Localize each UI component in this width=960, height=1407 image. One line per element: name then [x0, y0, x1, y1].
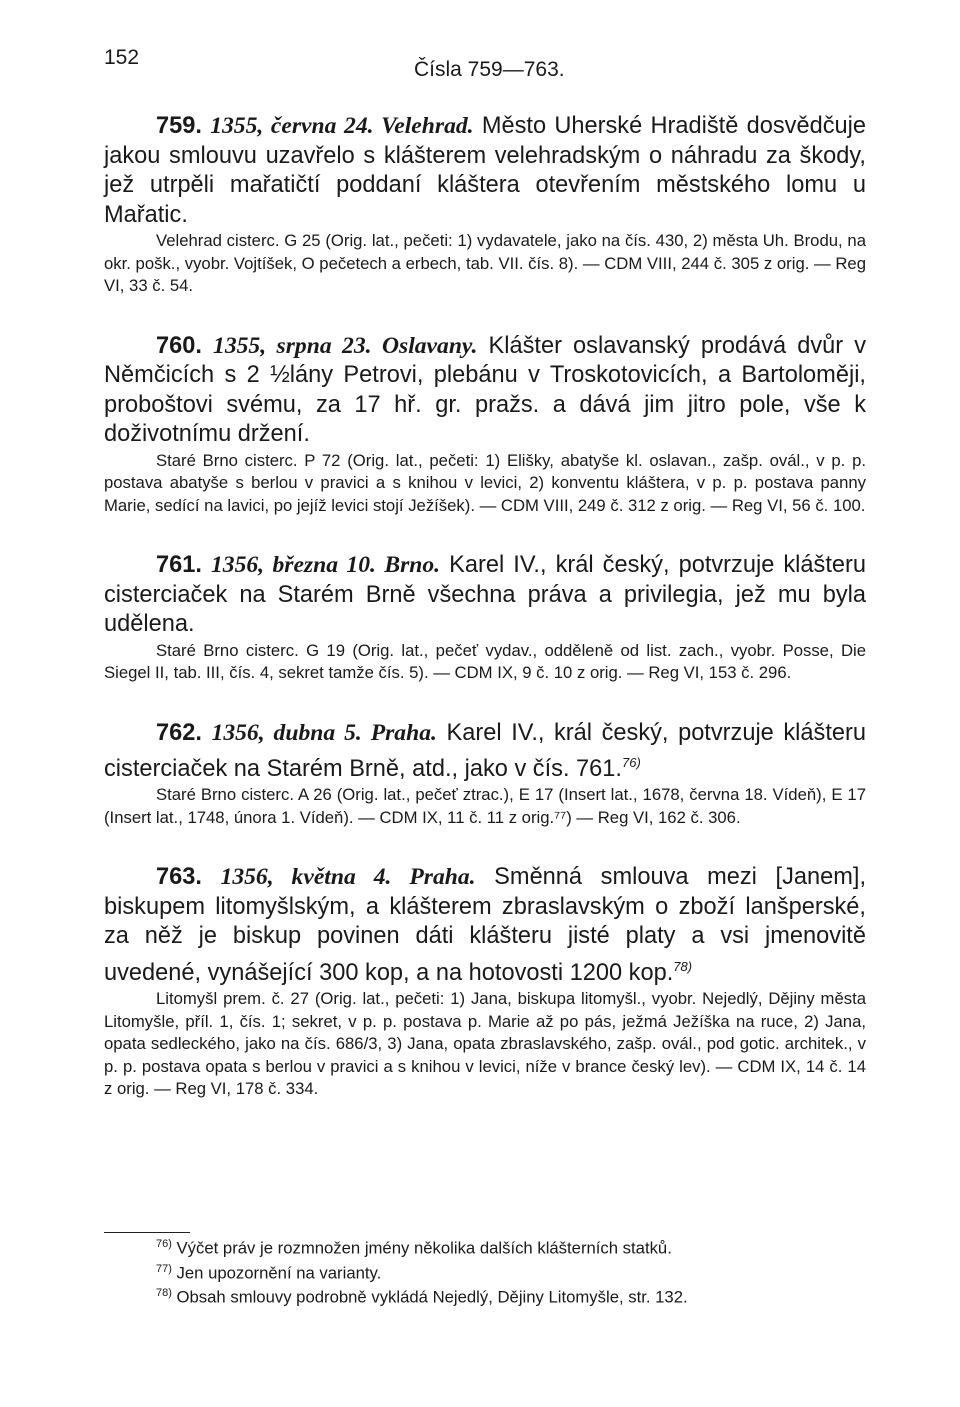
footnote-separator: [104, 1232, 190, 1233]
footnote-reference: 76): [621, 755, 641, 770]
entry-summary: Směnná smlouva mezi [Janem], biskupem litomyšlským, a klášterem zbraslavským o zboží lanšperské, za něž je biskup povinen dáti klášteru jisté platy a vsi jmenovitě uvedené, vynášející 300 kop, a na hotovosti 1200 kop.: [104, 864, 866, 986]
footnote-text: Výčet práv je rozmnožen jmény několika dalších klášterních statků.: [176, 1238, 672, 1258]
entry-date-place: 1356, dubna 5. Praha.: [211, 719, 437, 746]
entry-760: [104, 332, 866, 518]
footnote-mark: 78): [156, 1287, 172, 1300]
entry-source-note: [104, 988, 866, 1101]
entry-summary: Klášter oslavanský prodává dvůr v Němčicích s 2 ½lány Petrovi, plebánu v Troskotovicích, a Bartoloměji, proboštovi svému, za 17 hř. gr. pražs. a dává jim jitro pole, vše k doživotnímu držení.: [104, 332, 866, 447]
entry-date-place: 1355, června 24. Velehrad.: [210, 113, 474, 139]
entry-summary: Karel IV., král český, potvrzuje klášteru cisterciaček na Starém Brně, atd., jako v čís. 761.: [104, 719, 866, 782]
entry-date-place: 1355, srpna 23. Oslavany.: [213, 332, 478, 359]
entry-note-text: Staré Brno cisterc. A 26 (Orig. lat., pečeť ztrac.), E 17 (Insert lat., 1678, června 18. Vídeň), E 17 (Insert lat., 1748, února 1. Vídeň). — CDM IX, 11 č. 11 z orig.⁷⁷) — Reg VI, 162 č. 306.: [104, 785, 866, 827]
entry-main-text: [104, 719, 866, 785]
entry-main-text: [104, 332, 866, 450]
entry-source-note: [104, 784, 866, 829]
entry-number: 761.: [156, 552, 202, 578]
footnotes: [104, 1234, 866, 1308]
footnote-text: Jen upozornění na varianty.: [176, 1263, 382, 1283]
entry-number: 762.: [156, 719, 202, 746]
entry-main-text: [104, 112, 866, 230]
entries-list: [104, 112, 866, 1135]
footnote-mark: 76): [156, 1238, 172, 1250]
entry-759: [104, 112, 866, 298]
entry-763: [104, 863, 866, 1100]
entry-summary: Karel IV., král český, potvrzuje klášteru cisterciaček na Starém Brně všechna práva a privilegia, jež mu byla udělena.: [104, 552, 866, 637]
entry-number: 759.: [156, 113, 202, 139]
entry-note-text: Staré Brno cisterc. G 19 (Orig. lat., pečeť vydav., odděleně od list. zach., vyobr. Posse, Die Siegel II, tab. III, čís. 4, sekret tamže čís. 5). — CDM IX, 9 č. 10 z orig. — Reg VI, 153 č. 296.: [104, 640, 866, 682]
entry-main-text: [104, 551, 866, 640]
page-header: [104, 46, 864, 86]
running-title: Čísla 759—763.: [414, 58, 565, 81]
entry-number: 763.: [156, 864, 202, 891]
footnote-mark: 77): [156, 1262, 172, 1275]
entry-number: 760.: [156, 332, 202, 359]
entry-date-place: 1356, března 10. Brno.: [210, 552, 441, 578]
entry-main-text: [104, 863, 866, 988]
entry-source-note: [104, 450, 866, 518]
entry-761: [104, 551, 866, 685]
entry-762: [104, 719, 866, 830]
footnote-text: Obsah smlouvy podrobně vykládá Nejedlý, Dějiny Litomyšle, str. 132.: [176, 1287, 688, 1307]
footnote: [104, 1234, 866, 1259]
entry-source-note: [104, 640, 866, 685]
entry-source-note: [104, 230, 866, 298]
footnote: [104, 1283, 866, 1308]
footnote-reference: 78): [673, 958, 693, 974]
entry-date-place: 1356, května 4. Praha.: [220, 864, 476, 891]
entry-note-text: Velehrad cisterc. G 25 (Orig. lat., pečeti: 1) vydavatele, jako na čís. 430, 2) města Uh. Brodu, na okr. pošk., vyobr. Vojtíšek, O pečetech a erbech, tab. VII. čís. 8). — CDM VIII, 244 č. 305 z orig. — Reg VI, 33 č. 54.: [104, 231, 866, 295]
entry-note-text: Litomyšl prem. č. 27 (Orig. lat., pečeti: 1) Jana, biskupa litomyšl., vyobr. Nejedlý, Dějiny města Litomyšle, příl. 1, čís. 1; sekret, v p. p. postava p. Marie až po pás, ježmá Ježíška na ruce, 2) Jana, opata sedleckého, jako na čís. 686/3, 3) Jana, opata zbraslavského, zašp. ovál., pod gotic. architek., v p. p. postava opata s berlou v pravici a s knihou v levici, níže v brance český lev). — CDM IX, 14 č. 14 z orig. — Reg VI, 178 č. 334.: [104, 989, 866, 1099]
entry-note-text: Staré Brno cisterc. P 72 (Orig. lat., pečeti: 1) Elišky, abatyše kl. oslavan., zašp. ovál., v p. p. postava abatyše s berlou v pravici a s knihou v levici, 2) konventu kláštera, v p. p. postava panny Marie, sedící na lavici, po jejíž levici stojí Ježíšek). — CDM VIII, 249 č. 312 z orig. — Reg VI, 56 č. 100.: [104, 450, 866, 515]
footnote: [104, 1259, 866, 1284]
page-number: 152: [104, 46, 140, 69]
entry-summary: Město Uherské Hradiště dosvědčuje jakou smlouvu uzavřelo s klášterem velehradským o náhradu za škody, jež utrpěli mařatičtí poddaní kláštera otevřením městského lomu u Mařatic.: [104, 113, 866, 228]
